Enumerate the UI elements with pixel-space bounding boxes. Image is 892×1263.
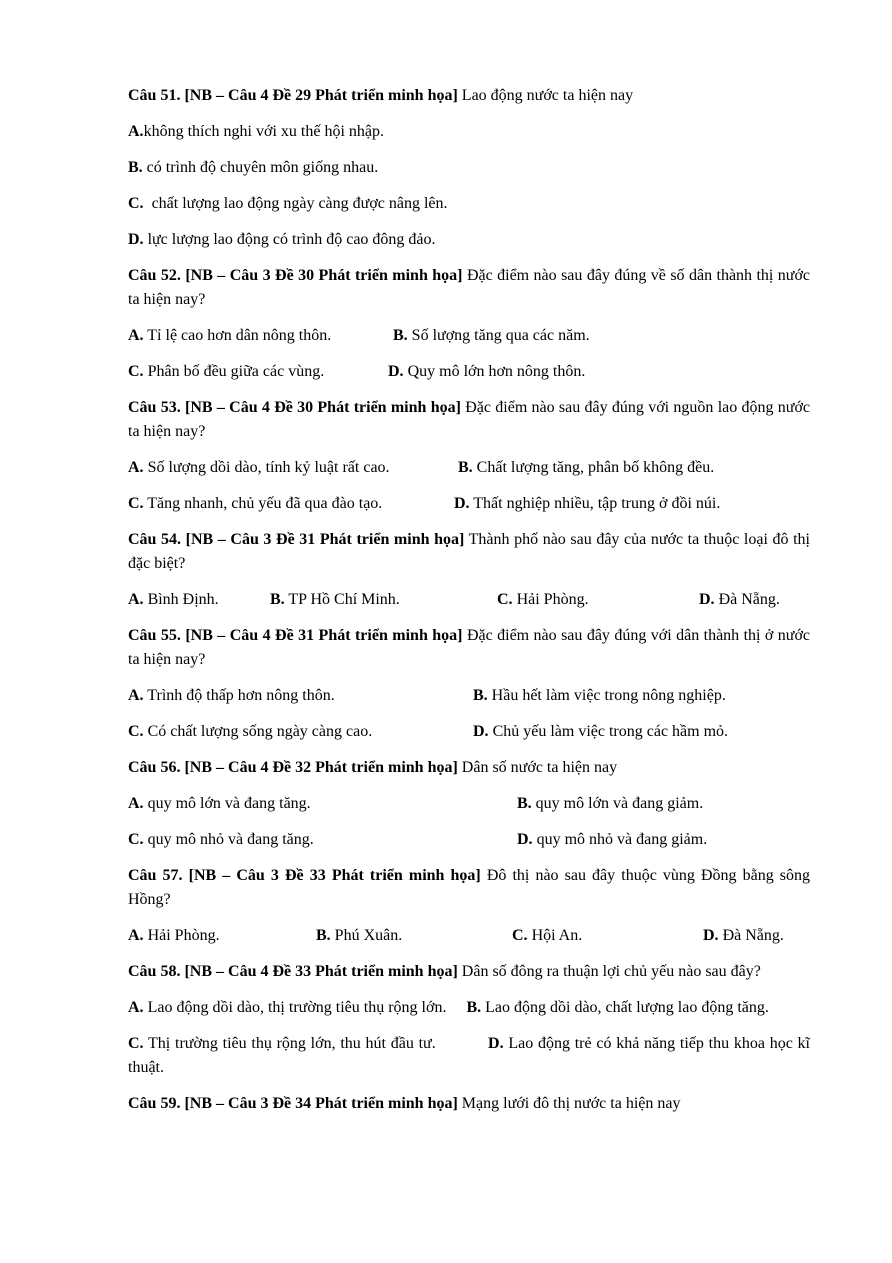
option-d bbox=[703, 924, 784, 948]
option-row bbox=[128, 684, 810, 708]
question-number: Câu 56. bbox=[128, 759, 181, 776]
option-row bbox=[128, 324, 810, 348]
question-53 bbox=[128, 396, 810, 516]
question-59 bbox=[128, 1092, 810, 1116]
question-text: Đặc điểm nào sau đây đúng về số dân thành thị nước ta hiện nay? bbox=[128, 267, 811, 308]
option-letter: A. bbox=[128, 687, 144, 704]
option-c bbox=[128, 1035, 436, 1052]
question-57 bbox=[128, 864, 810, 948]
option-letter: A. bbox=[128, 795, 144, 812]
option-text: Phân bố đều giữa các vùng. bbox=[143, 363, 325, 380]
question-text: Lao động nước ta hiện nay bbox=[461, 87, 634, 104]
question-text: Dân số nước ta hiện nay bbox=[461, 759, 618, 776]
question-source-tag: [NB – Câu 3 Đề 31 Phát triển minh họa] bbox=[185, 531, 465, 548]
option-text: Quy mô lớn hơn nông thôn. bbox=[403, 363, 586, 380]
option-text: có trình độ chuyên môn giống nhau. bbox=[142, 159, 379, 176]
option-letter: B. bbox=[270, 591, 285, 608]
question-number: Câu 59. bbox=[128, 1095, 181, 1112]
option-d bbox=[388, 360, 585, 384]
option-row bbox=[128, 996, 810, 1020]
option-text: Lao động dồi dào, thị trường tiêu thụ rộng lớn. bbox=[143, 999, 447, 1016]
question-text: Đặc điểm nào sau đây đúng với nguồn lao động nước ta hiện nay? bbox=[128, 399, 811, 440]
option-c bbox=[128, 720, 473, 744]
option-c bbox=[128, 492, 454, 516]
option-text: Số lượng dồi dào, tính kỷ luật rất cao. bbox=[143, 459, 390, 476]
option-c bbox=[128, 360, 388, 384]
question-source-tag: [NB – Câu 3 Đề 33 Phát triển minh họa] bbox=[188, 867, 481, 884]
option-a bbox=[128, 792, 517, 816]
option-c bbox=[497, 588, 699, 612]
question-stem bbox=[128, 864, 810, 912]
option-row bbox=[128, 1032, 810, 1080]
option-text: Tăng nhanh, chủ yếu đã qua đào tạo. bbox=[143, 495, 383, 512]
question-56 bbox=[128, 756, 810, 852]
option-b bbox=[270, 588, 497, 612]
option-a bbox=[128, 684, 473, 708]
option-b bbox=[473, 684, 726, 708]
option-text: chất lượng lao động ngày càng được nâng lên. bbox=[143, 195, 448, 212]
question-source-tag: [NB – Câu 4 Đề 30 Phát triển minh họa] bbox=[185, 399, 461, 416]
option-letter: D. bbox=[473, 723, 489, 740]
option-letter: D. bbox=[517, 831, 533, 848]
question-number: Câu 55. bbox=[128, 627, 181, 644]
option-row bbox=[128, 720, 810, 744]
option-b bbox=[393, 324, 590, 348]
question-source-tag: [NB – Câu 4 Đề 33 Phát triển minh họa] bbox=[184, 963, 458, 980]
question-52 bbox=[128, 264, 810, 384]
option-text: quy mô lớn và đang tăng. bbox=[143, 795, 311, 812]
option-row bbox=[128, 828, 810, 852]
option-text: Bình Định. bbox=[143, 591, 219, 608]
option-letter: D. bbox=[388, 363, 404, 380]
option-text: Phú Xuân. bbox=[330, 927, 403, 944]
option-letter: C. bbox=[128, 195, 144, 212]
option-text: Lao động dồi dào, chất lượng lao động tăng. bbox=[481, 999, 769, 1016]
question-number: Câu 58. bbox=[128, 963, 181, 980]
option-row bbox=[128, 492, 810, 516]
option-b bbox=[517, 792, 703, 816]
question-source-tag: [NB – Câu 4 Đề 32 Phát triển minh họa] bbox=[184, 759, 458, 776]
question-58 bbox=[128, 960, 810, 1080]
option-row bbox=[128, 456, 810, 480]
option-text: Trình độ thấp hơn nông thôn. bbox=[143, 687, 335, 704]
option-text: không thích nghi với xu thế hội nhập. bbox=[143, 123, 384, 140]
option-text: lực lượng lao động có trình độ cao đông đảo. bbox=[143, 231, 436, 248]
option-letter: B. bbox=[393, 327, 408, 344]
question-stem bbox=[128, 960, 810, 984]
option-text: TP Hồ Chí Minh. bbox=[284, 591, 400, 608]
question-text: Mạng lưới đô thị nước ta hiện nay bbox=[461, 1095, 681, 1112]
option-letter: D. bbox=[699, 591, 715, 608]
option-text: Hải Phòng. bbox=[512, 591, 589, 608]
option-letter: B. bbox=[316, 927, 331, 944]
question-stem bbox=[128, 84, 810, 108]
option-a bbox=[128, 999, 446, 1016]
option-text: Hầu hết làm việc trong nông nghiệp. bbox=[487, 687, 726, 704]
option-d bbox=[517, 828, 707, 852]
option-text: Số lượng tăng qua các năm. bbox=[407, 327, 590, 344]
option-letter: C. bbox=[128, 723, 144, 740]
option-letter: C. bbox=[128, 495, 144, 512]
question-51 bbox=[128, 84, 810, 252]
question-stem bbox=[128, 396, 810, 444]
option-c bbox=[512, 924, 703, 948]
option-d bbox=[128, 228, 810, 252]
option-letter: A. bbox=[128, 591, 144, 608]
option-a bbox=[128, 924, 316, 948]
option-row bbox=[128, 792, 810, 816]
option-b bbox=[128, 156, 810, 180]
option-letter: B. bbox=[128, 159, 143, 176]
option-a bbox=[128, 456, 458, 480]
question-text: Thành phố nào sau đây của nước ta thuộc loại đô thị đặc biệt? bbox=[128, 531, 810, 572]
option-text: Tỉ lệ cao hơn dân nông thôn. bbox=[143, 327, 332, 344]
option-text: Lao động trẻ có khả năng tiếp thu khoa học kĩ thuật. bbox=[128, 1035, 811, 1076]
option-letter: D. bbox=[488, 1035, 504, 1052]
option-letter: B. bbox=[466, 999, 482, 1016]
option-b bbox=[466, 999, 768, 1016]
question-source-tag: [NB – Câu 3 Đề 34 Phát triển minh họa] bbox=[184, 1095, 458, 1112]
option-letter: C. bbox=[512, 927, 528, 944]
question-text: Dân số đông ra thuận lợi chủ yếu nào sau đây? bbox=[461, 963, 761, 980]
option-text: quy mô lớn và đang giảm. bbox=[531, 795, 704, 812]
option-letter: B. bbox=[473, 687, 488, 704]
question-54 bbox=[128, 528, 810, 612]
option-text: quy mô nhỏ và đang tăng. bbox=[143, 831, 314, 848]
question-55 bbox=[128, 624, 810, 744]
question-stem bbox=[128, 264, 810, 312]
question-number: Câu 52. bbox=[128, 267, 181, 284]
question-stem bbox=[128, 624, 810, 672]
option-letter: A. bbox=[128, 123, 144, 140]
option-letter: D. bbox=[703, 927, 719, 944]
option-text: Chất lượng tăng, phân bố không đều. bbox=[472, 459, 715, 476]
option-letter: D. bbox=[128, 231, 144, 248]
question-number: Câu 53. bbox=[128, 399, 181, 416]
question-stem bbox=[128, 756, 810, 780]
option-a bbox=[128, 324, 393, 348]
option-text: quy mô nhỏ và đang giảm. bbox=[532, 831, 708, 848]
option-letter: D. bbox=[454, 495, 470, 512]
question-source-tag: [NB – Câu 4 Đề 31 Phát triển minh họa] bbox=[185, 627, 463, 644]
question-number: Câu 51. bbox=[128, 87, 181, 104]
option-b bbox=[458, 456, 714, 480]
question-number: Câu 54. bbox=[128, 531, 182, 548]
option-d bbox=[454, 492, 720, 516]
question-text: Đặc điểm nào sau đây đúng với dân thành thị ở nước ta hiện nay? bbox=[128, 627, 811, 668]
question-number: Câu 57. bbox=[128, 867, 183, 884]
option-text: Hội An. bbox=[527, 927, 583, 944]
option-text: Chủ yếu làm việc trong các hầm mỏ. bbox=[488, 723, 729, 740]
option-text: Hải Phòng. bbox=[143, 927, 220, 944]
option-letter: A. bbox=[128, 327, 144, 344]
option-text: Đà Nẵng. bbox=[718, 927, 784, 944]
option-letter: C. bbox=[128, 363, 144, 380]
option-a bbox=[128, 588, 270, 612]
option-row bbox=[128, 360, 810, 384]
question-source-tag: [NB – Câu 3 Đề 30 Phát triển minh họa] bbox=[185, 267, 463, 284]
option-d bbox=[473, 720, 728, 744]
option-text: Có chất lượng sống ngày càng cao. bbox=[143, 723, 373, 740]
question-source-tag: [NB – Câu 4 Đề 29 Phát triển minh họa] bbox=[184, 87, 458, 104]
option-letter: B. bbox=[517, 795, 532, 812]
option-letter: B. bbox=[458, 459, 473, 476]
option-row bbox=[128, 924, 810, 948]
option-letter: A. bbox=[128, 999, 144, 1016]
option-text: Đà Nẵng. bbox=[714, 591, 780, 608]
option-row bbox=[128, 588, 810, 612]
option-letter: C. bbox=[128, 1035, 144, 1052]
question-stem bbox=[128, 1092, 810, 1116]
option-letter: C. bbox=[128, 831, 144, 848]
option-c bbox=[128, 828, 517, 852]
option-c bbox=[128, 192, 810, 216]
option-b bbox=[316, 924, 512, 948]
option-d bbox=[699, 588, 780, 612]
question-text: Đô thị nào sau đây thuộc vùng Đồng bằng sông Hồng? bbox=[128, 867, 811, 908]
option-letter: A. bbox=[128, 459, 144, 476]
option-text: Thị trường tiêu thụ rộng lớn, thu hút đầu tư. bbox=[143, 1035, 436, 1052]
option-letter: C. bbox=[497, 591, 513, 608]
option-text: Thất nghiệp nhiều, tập trung ở đồi núi. bbox=[469, 495, 721, 512]
option-a bbox=[128, 120, 810, 144]
option-letter: A. bbox=[128, 927, 144, 944]
question-stem bbox=[128, 528, 810, 576]
document-page bbox=[128, 84, 810, 1128]
